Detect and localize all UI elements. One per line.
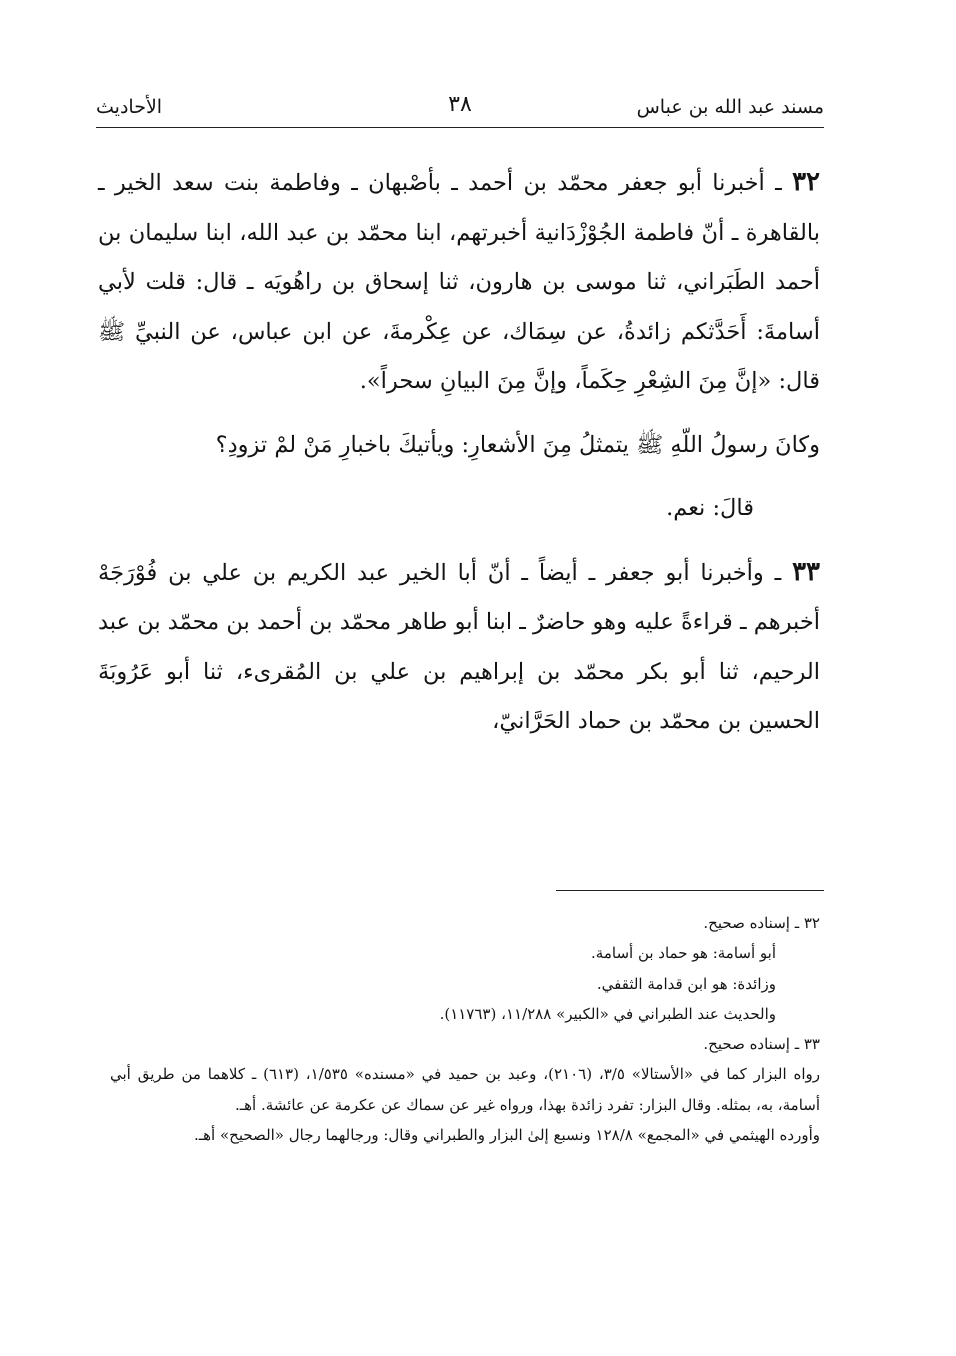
- page-header: [96, 88, 824, 128]
- page-number: ٣٨: [448, 92, 472, 117]
- hadith-text: ـ أخبرنا أبو جعفر محمّد بن أحمد ـ بأصْبهان ـ وفاطمة بنت سعد الخير ـ بالقاهرة ـ أنّ فاطمة الجُوْزْدَانية أخبرتهم، ابنا محمّد بن عبد الله، ابنا سليمان بن أحمد الطَبَراني، ثنا موسى بن هارون، ثنا إسحاق بن راهُويَه ـ قال: قلت لأبي أسامةَ: أَحَدَّثكم زائدةُ، عن سِمَاك، عن عِكْرمةَ، عن ابن عباس، عن النبيِّ ﷺ قال: «إنَّ مِنَ الشِعْرِ حِكَماً، وإنَّ مِنَ البيانِ سحراً».: [98, 170, 820, 394]
- footnote-line: وزائدة: هو ابن قدامة الثقفي.: [596, 974, 776, 993]
- footnote-32-title: ٣٢ ـ إسناده صحيح.: [703, 914, 820, 932]
- hadith-number: ٣٣: [792, 556, 821, 587]
- section-title: الأحاديث: [96, 96, 163, 118]
- footnote-rule: [556, 890, 824, 891]
- footnotes: [110, 908, 820, 1150]
- footnote-paragraph: رواه البزار كما في «الأستالا» ٣/٥، (٢١٠٦)، وعبد بن حميد في «مسنده» ١/٥٣٥، (٦١٣) ـ كلاهما من طريق أبي أسامة، به، بمثله. وقال البزار: تفرد زائدة بهذا، ورواه غير عن سماك عن عكرمة عن عائشة. أهـ.: [110, 1065, 820, 1114]
- footnote-line: أبو أسامة: هو حماد بن أسامة.: [591, 944, 776, 963]
- hadith-32-continuation: وكانَ رسولُ اللّهِ ﷺ يتمثلُ مِنَ الأشعارِ: ويأتيكَ باخبارِ مَنْ لمْ تزودِ؟: [215, 431, 820, 458]
- main-text: [98, 158, 820, 747]
- hadith-32-answer: قالَ: نعم.: [666, 495, 754, 521]
- footnote-33-title: ٣٣ ـ إسناده صحيح.: [703, 1035, 820, 1054]
- hadith-33: [98, 548, 820, 747]
- hadith-32: [98, 158, 820, 407]
- running-title: مسند عبد الله بن عباس: [636, 96, 824, 118]
- footnote-paragraph: وأورده الهيثمي في «المجمع» ١٢٨/٨ ونسبع إلىٰ البزار والطبراني وقال: ورجالهما رجال «الصحيح» أهـ.: [193, 1126, 820, 1145]
- hadith-text: ـ وأخبرنا أبو جعفر ـ أيضاً ـ أنّ أبا الخير عبد الكريم بن علي بن فُوْرَجَهْ أخبرهم ـ قراءةً عليه وهو حاضرٌ ـ ابنا أبو طاهر محمّد بن أحمد بن محمّد بن عبد الرحيم، ثنا أبو بكر محمّد بن إبراهيم بن علي بن المُقرىء، ثنا أبو عَرُوبَةَ الحسين بن محمّد بن حماد الحَرَّانيّ،: [98, 559, 820, 734]
- hadith-number: ٣٢: [792, 167, 820, 197]
- footnote-line: والحديث عند الطبراني في «الكبير» ١١/٢٨٨، (١١٧٦٣).: [439, 1004, 776, 1023]
- header-rule: [96, 127, 824, 128]
